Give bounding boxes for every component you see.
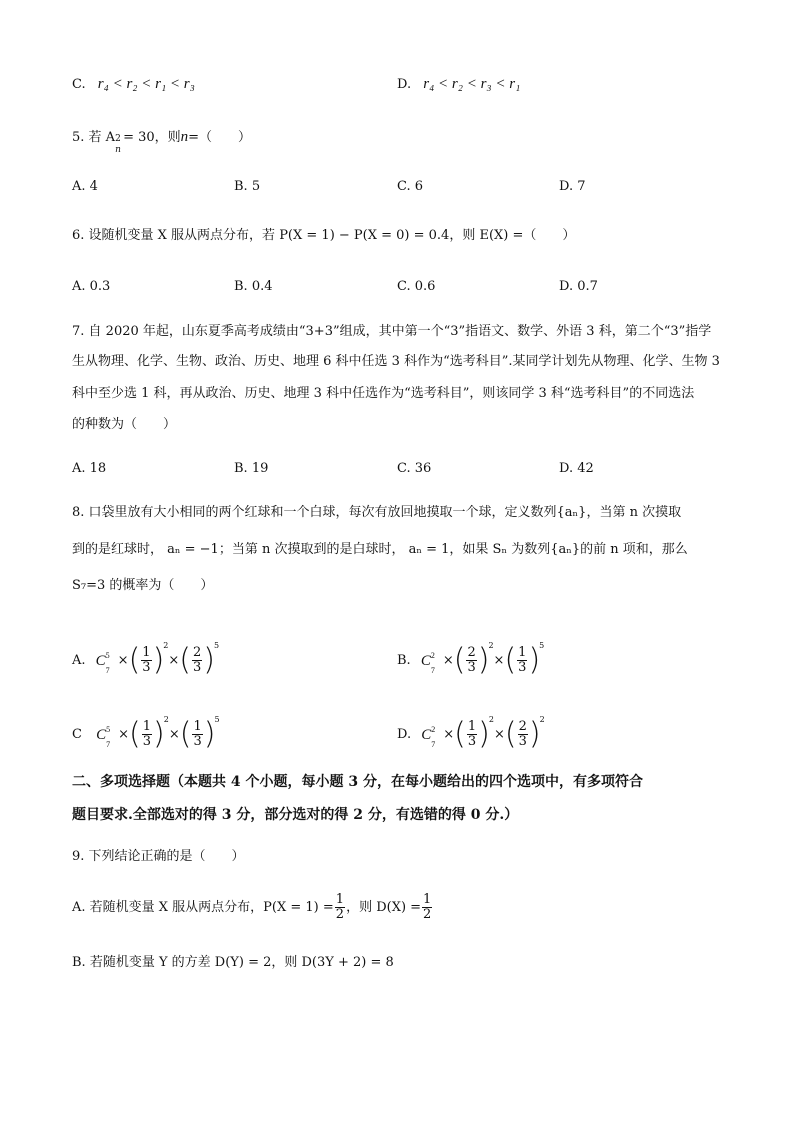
exponent: 2 [488,715,494,724]
fraction [192,720,202,749]
q5-option-a: A. 4 [72,179,98,194]
numerator: 1 [142,719,151,734]
q8-option-c-label: C [72,727,82,742]
denominator: 2 [335,907,345,922]
q8-option-d-comb: C 2 7 [421,719,443,751]
comb-sub: 7 [106,739,111,749]
fraction [142,720,152,749]
fraction [466,646,476,675]
exponent: 5 [214,715,220,724]
q7-line-1: 7. 自 2020 年起，山东夏季高考成绩由“3+3”组成，其中第一个“3”指语文、数学、外语 3 科，第二个“3”指学 [72,324,712,339]
exponent: 5 [539,641,545,650]
fraction [517,646,527,675]
denominator: 2 [423,907,432,922]
q9-option-a [72,893,433,923]
numerator: 1 [193,719,202,734]
exponent: 2 [163,715,169,724]
denominator: 3 [193,660,202,675]
q7-option-c: C. 36 [397,461,432,476]
q5-var: n [180,129,189,145]
q5-option-d: D. 7 [559,179,586,194]
denominator: 3 [142,734,151,749]
comb-sup: 5 [106,724,111,734]
q4-option-c-label: C. [72,77,86,92]
numerator: 1 [518,645,527,660]
q5-sup: 2 [115,134,121,144]
numerator: 2 [518,719,527,734]
comb-sub: 7 [431,739,436,749]
q5-prefix: 5. 若 A [72,130,116,145]
q6-option-c: C. 0.6 [397,279,436,294]
fraction [335,893,345,922]
q4-option-c [72,74,195,95]
q8-line-1: 8. 口袋里放有大小相同的两个红球和一个白球，每次有放回地摸取一个球，定义数列{aₙ}，当第 n 次摸取 [72,505,682,520]
numerator: 1 [423,892,432,907]
q7-option-a: A. 18 [72,461,107,476]
q5-sub: n [115,145,121,155]
q8-option-a-comb: C 5 7 [96,645,118,677]
denominator: 3 [193,734,202,749]
q4-option-d-expr: r₄ < r₂ < r₃ < r₁ [423,76,521,92]
q7-option-b: B. 19 [234,461,269,476]
numerator: 1 [335,892,345,907]
denominator: 3 [142,660,151,675]
q8-option-d: D. C 2 7 ×( $\frac{1}{3}$ )$^2$×( $\frac{2}{3}$ )$^2$ [397,704,545,751]
q8-option-a: A. C 5 7 ×( $\frac{1}{3}$ )$^2$×( $\frac{2}{3}$ )$^5$ [72,630,219,677]
q8-option-c: C C 5 7 ×( $\frac{1}{3}$ )$^2$×( $\frac{1}{3}$ )$^5$ [72,704,220,751]
comb-sup: 2 [431,724,436,734]
q7-line-4: 的种数为（ ） [72,417,177,432]
comb-sup: 2 [430,650,435,660]
denominator: 3 [467,734,477,749]
exponent: 2 [163,641,169,650]
section-2-heading-line-1: 二、多项选择题（本题共 4 个小题，每小题 3 分，在每小题给出的四个选项中，有多项符合 [72,774,643,790]
denominator: 3 [467,660,476,675]
denominator: 3 [518,734,527,749]
q9-stem: 9. 下列结论正确的是（ ） [72,849,245,864]
fraction [192,646,202,675]
q7-line-2: 生从物理、化学、生物、政治、历史、地理 6 科中任选 3 科作为“选考科目”.某同学计划先从物理、化学、生物 3 [72,354,720,369]
q9-option-a-text: A. 若随机变量 X 服从两点分布，P(X = 1) = [72,900,334,915]
q7-option-d: D. 42 [559,461,594,476]
fraction [141,646,151,675]
q6-option-d: D. 0.7 [559,279,598,294]
q8-option-b: B. C 2 7 ×( $\frac{2}{3}$ )$^2$×( $\frac{1}{3}$ )$^5$ [397,630,544,677]
q8-line-3: S₇=3 的概率为（ ） [72,578,214,593]
denominator: 3 [518,660,527,675]
q8-option-b-label: B. [397,653,411,668]
section-2-heading-line-2: 题目要求.全部选对的得 3 分，部分选对的得 2 分，有选错的得 0 分.） [72,807,519,823]
q6-option-a: A. 0.3 [72,279,111,294]
q5-stem [72,127,252,155]
q8-line-2: 到的是红球时， aₙ = −1；当第 n 次摸取到的是白球时， aₙ = 1，如果 Sₙ 为数列{aₙ}的前 n 项和，那么 [72,542,688,557]
numerator: 2 [193,645,202,660]
numerator: 1 [142,645,151,660]
numerator: 2 [467,645,476,660]
q6-option-b: B. 0.4 [234,279,273,294]
q4-option-d-label: D. [397,77,412,92]
q8-option-b-comb: C 2 7 [421,645,443,677]
comb-sub: 7 [430,665,435,675]
q9-option-a-mid: ，则 D(X) = [346,900,422,915]
q4-option-c-expr: r₄ < r₂ < r₁ < r₃ [97,76,195,92]
fraction [467,720,477,749]
fraction [518,720,528,749]
exponent: 2 [539,715,545,724]
comb-sub: 7 [105,665,110,675]
q5-mid: = 30，则 [123,130,181,145]
exponent: 5 [214,641,220,650]
q8-option-a-label: A. [72,653,86,668]
q8-option-c-comb: C 5 7 [96,719,118,751]
q7-line-3: 科中至少选 1 科，再从政治、历史、地理 3 科中任选作为“选考科目”，则该同学 3 科“选考科目”的不同选法 [72,386,695,401]
q5-suffix: =（ ） [188,130,252,145]
q4-option-d [397,74,520,95]
q9-option-b: B. 若随机变量 Y 的方差 D(Y) = 2，则 D(3Y + 2) = 8 [72,955,394,970]
q6-stem: 6. 设随机变量 X 服从两点分布，若 P(X = 1) − P(X = 0) = 0.4，则 E(X) =（ ） [72,228,576,243]
comb-sup: 5 [105,650,110,660]
exponent: 2 [488,641,494,650]
fraction [422,893,432,922]
numerator: 1 [467,719,477,734]
q8-option-d-label: D. [397,727,412,742]
q5-option-b: B. 5 [234,179,261,194]
q5-option-c: C. 6 [397,179,424,194]
